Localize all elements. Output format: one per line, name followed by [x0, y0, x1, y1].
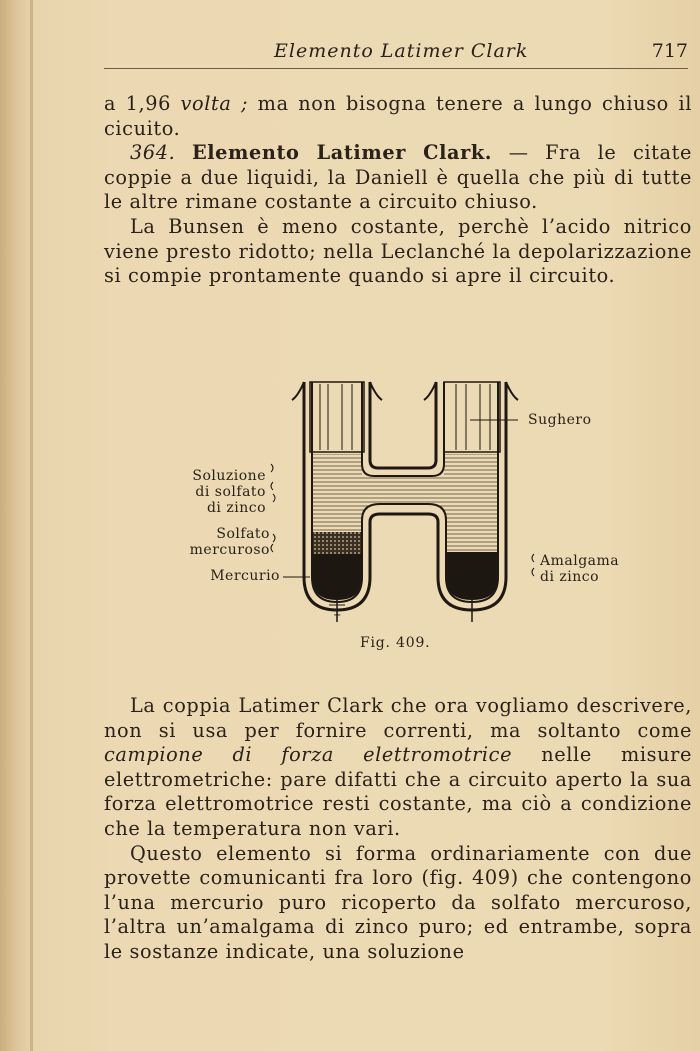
text-block-top	[104, 92, 692, 289]
text-block-bottom	[104, 694, 692, 965]
label-amalgama: Amalgama di zinco	[540, 553, 620, 585]
figure-caption: Fig. 409.	[360, 635, 431, 651]
paragraph: La Bunsen è meno costante, perchè l’acido nitrico viene presto ridotto; nella Leclanché la depolarizzazione si compie prontamente quando si apre il circuito.	[104, 214, 692, 288]
figure-latimer-clark-cell	[170, 372, 630, 662]
paragraph: La coppia Latimer Clark che ora vogliamo descrivere, non si usa per fornire correnti, ma soltanto come campione di forza elettromotrice nelle misure elettrometriche: pare difatti che a circuito aperto la sua forza elettromotrice resti costante, ma ciò a condizione che la temperatura non vari.	[104, 694, 692, 840]
page-gutter	[30, 0, 33, 1051]
page-header	[104, 38, 688, 69]
label-soluzione: Soluzione di solfato di zinco	[192, 468, 266, 516]
mercurous-sulfate-layer	[312, 532, 362, 554]
section-title: Elemento Latimer Clark.	[191, 141, 493, 165]
paragraph: a 1,96 volta ; ma non bisogna tenere a lungo chiuso il cicuito.	[104, 92, 692, 140]
zinc-amalgam-pool	[446, 552, 498, 600]
page-number: 717	[651, 40, 688, 62]
mercury-pool	[312, 554, 362, 600]
label-solfato-mercuroso: Solfato mercuroso	[189, 526, 270, 558]
section-paragraph: 364. Elemento Latimer Clark. — Fra le citate coppie a due liquidi, la Daniell è quella che più di tutte le altre rimane costante a circuito chiuso.	[104, 141, 692, 214]
running-title: Elemento Latimer Clark	[274, 40, 529, 62]
paragraph: Questo elemento si forma ordinariamente con due provette comunicanti fra loro (fig. 409) che contengono l’una mercurio puro ricoperto da solfato mercuroso, l’altra un’amalgama di zinco puro; ed entrambe, sopra le sostanze indicate, una soluzione	[104, 841, 692, 963]
right-cork	[444, 382, 500, 452]
label-mercurio: Mercurio	[210, 568, 280, 584]
svg-text:+: +	[333, 610, 342, 621]
section-number: 364.	[130, 141, 176, 165]
label-sughero: Sughero	[528, 412, 592, 428]
left-cork	[310, 382, 364, 452]
